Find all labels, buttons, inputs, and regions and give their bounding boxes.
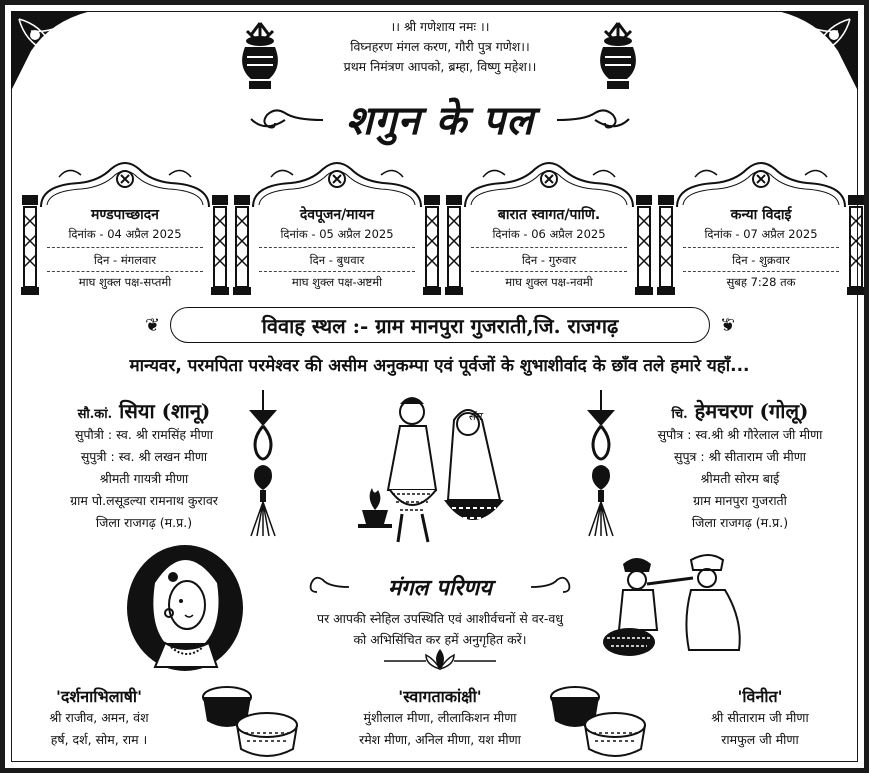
- footer-heading: 'स्वागताकांक्षी': [398, 687, 482, 706]
- dashed-divider: [47, 247, 203, 248]
- pillar-ornament-icon: [231, 195, 253, 295]
- bride-family-line: सुपौत्री : स्व. श्री रामसिंह मीणा: [74, 427, 213, 442]
- bride-name-line: [29, 397, 259, 424]
- leaf-ornament-icon: ❦: [145, 315, 161, 336]
- footer-line: श्री राजीव, अमन, वंश: [49, 710, 149, 725]
- groom-prefix: चि.: [671, 407, 688, 422]
- groom-family-line: सुपौत्र : स्व.श्री श्री गौरेलाल जी मीणा: [657, 427, 823, 442]
- dhol-drum-icon: [197, 677, 307, 759]
- pillar-ornament-icon: [845, 195, 867, 295]
- greeting-text: मान्यवर, परमपिता परमेश्वर की असीम अनुकम्पा एवं पूर्वजों के शुभाशीर्वाद के छाँव तले हमारे यहाँ...: [129, 356, 750, 376]
- invite-message-line: पर आपकी स्नेहिल उपस्थिति एवं आशीर्वचनों से वर-वधु: [316, 611, 564, 626]
- pillar-ornament-icon: [443, 195, 465, 295]
- groom-family-line: सुपुत्र : श्री सीताराम जी मीणा: [674, 449, 806, 464]
- invocation-line: ।। श्री गणेशाय नमः ।।: [390, 19, 490, 34]
- footer-block-swagatakankshi: [310, 685, 570, 751]
- footer-block-vineet: [665, 685, 855, 751]
- event-panel: [655, 155, 867, 295]
- bride-family-line: सुपुत्री : स्व. श्री लखन मीणा: [80, 449, 208, 464]
- title-text: शगुन के पल: [345, 97, 535, 144]
- invite-message: [245, 608, 635, 650]
- main-title: [255, 87, 625, 147]
- groom-family-line: ग्राम मानपुरा गुजराती: [693, 493, 787, 508]
- corner-ornament-top-right: [778, 11, 858, 91]
- dashed-divider: [471, 247, 627, 248]
- groom-name: हेमचरण (गोलू): [694, 399, 809, 423]
- lotus-divider-icon: [380, 647, 500, 673]
- bride-family-line: ग्राम पो.लसूडल्या रामनाथ कुरावर: [70, 493, 218, 508]
- event-date: दिनांक - 04 अप्रैल 2025: [68, 227, 182, 241]
- pillar-ornament-icon: [633, 195, 655, 295]
- pillar-ornament-icon: [19, 195, 41, 295]
- footer-line: रामफुल जी मीणा: [721, 732, 799, 747]
- event-day: दिन - बुधवार: [309, 253, 365, 267]
- invocation-line: प्रथम निमंत्रण आपको, ब्रम्हा, विष्णु महेश।।: [343, 59, 537, 74]
- bride-prefix: सौ.कां.: [77, 407, 113, 422]
- event-day: दिन - मंगलवार: [93, 253, 157, 267]
- event-date: दिनांक - 07 अप्रैल 2025: [704, 227, 818, 241]
- event-date: दिनांक - 06 अप्रैल 2025: [492, 227, 606, 241]
- event-title: देवपूजन/मायन: [299, 207, 375, 223]
- hanging-lamp-icon: [245, 390, 281, 540]
- footer-line: मुंशीलाल मीणा, लीलाकिशन मीणा: [363, 710, 517, 725]
- pillar-ornament-icon: [421, 195, 443, 295]
- footer-line: रमेश मीणा, अनिल मीणा, यश मीणा: [359, 732, 521, 747]
- kalash-icon-right: [595, 21, 641, 95]
- pillar-ornament-icon: [209, 195, 231, 295]
- mangal-parinay-text: मंगल परिणय: [388, 575, 492, 601]
- invocation-line: विघ्नहरण मंगल करण, गौरी पुत्र गणेश।।: [350, 39, 530, 54]
- event-extra: माघ शुक्ल पक्ष-नवमी: [505, 275, 593, 289]
- hanging-lamp-icon: [583, 390, 619, 540]
- event-extra: सुबह 7:28 तक: [726, 275, 796, 289]
- footer-heading: 'दर्शनाभिलाषी': [56, 687, 142, 706]
- event-day: दिन - गुरुवार: [521, 253, 577, 267]
- venue-banner: [145, 307, 735, 345]
- footer-line: श्री सीताराम जी मीणा: [711, 710, 809, 725]
- scroll-flourish-icon-right: [529, 576, 575, 598]
- dhol-drum-icon: [545, 677, 655, 759]
- event-extra: माघ शुक्ल पक्ष-सप्तमी: [78, 275, 172, 289]
- scroll-flourish-icon-right: [555, 105, 635, 135]
- dashed-divider: [683, 247, 839, 248]
- wedding-couple-icon: [340, 390, 540, 550]
- event-date: दिनांक - 05 अप्रैल 2025: [280, 227, 394, 241]
- couple-sign-text: संग: [468, 410, 482, 423]
- groom-block: [620, 397, 860, 534]
- groom-family-line: जिला राजगढ़ (म.प्र.): [691, 515, 789, 530]
- dashed-divider: [471, 271, 627, 272]
- bride-name: सिया (शानू): [119, 399, 211, 423]
- footer-heading: 'विनीत': [737, 687, 783, 706]
- kalash-icon-left: [237, 21, 283, 95]
- event-panel: [443, 155, 655, 295]
- event-title: कन्या विदाई: [730, 207, 792, 223]
- event-panel: [231, 155, 443, 295]
- footer-block-darshanabhilashi: [19, 685, 179, 751]
- event-panel: [19, 155, 231, 295]
- dashed-divider: [259, 247, 415, 248]
- footer-line: हर्ष, दर्श, सोम, राम ।: [50, 732, 148, 747]
- bride-family-line: श्रीमती गायत्री मीणा: [99, 471, 189, 486]
- dashed-divider: [47, 271, 203, 272]
- venue-text: विवाह स्थल :- ग्राम मानपुरा गुजराती,जि. राजगढ़: [261, 314, 619, 338]
- bride-block: [29, 397, 259, 534]
- event-title: मण्डपाच्छादन: [91, 207, 159, 223]
- invite-message-line: को अभिसिंचित कर हमें अनुगृहित करें।: [353, 632, 527, 647]
- dashed-divider: [259, 271, 415, 272]
- mangal-parinay-title: [305, 570, 575, 600]
- dashed-divider: [683, 271, 839, 272]
- invocation-block: [295, 17, 585, 77]
- event-extra: माघ शुक्ल पक्ष-अष्टमी: [291, 275, 383, 289]
- event-day: दिन - शुक्रवार: [732, 253, 790, 267]
- groom-family-line: श्रीमती सोरम बाई: [700, 471, 780, 486]
- leaf-ornament-icon: ❦: [719, 315, 735, 336]
- corner-ornament-top-left: [11, 11, 91, 91]
- bride-portrait-icon: [125, 543, 245, 673]
- event-title: बारात स्वागत/पाणि.: [497, 207, 601, 223]
- groom-name-line: [620, 397, 860, 424]
- pillar-ornament-icon: [655, 195, 677, 295]
- bride-family-line: जिला राजगढ़ (म.प्र.): [95, 515, 193, 530]
